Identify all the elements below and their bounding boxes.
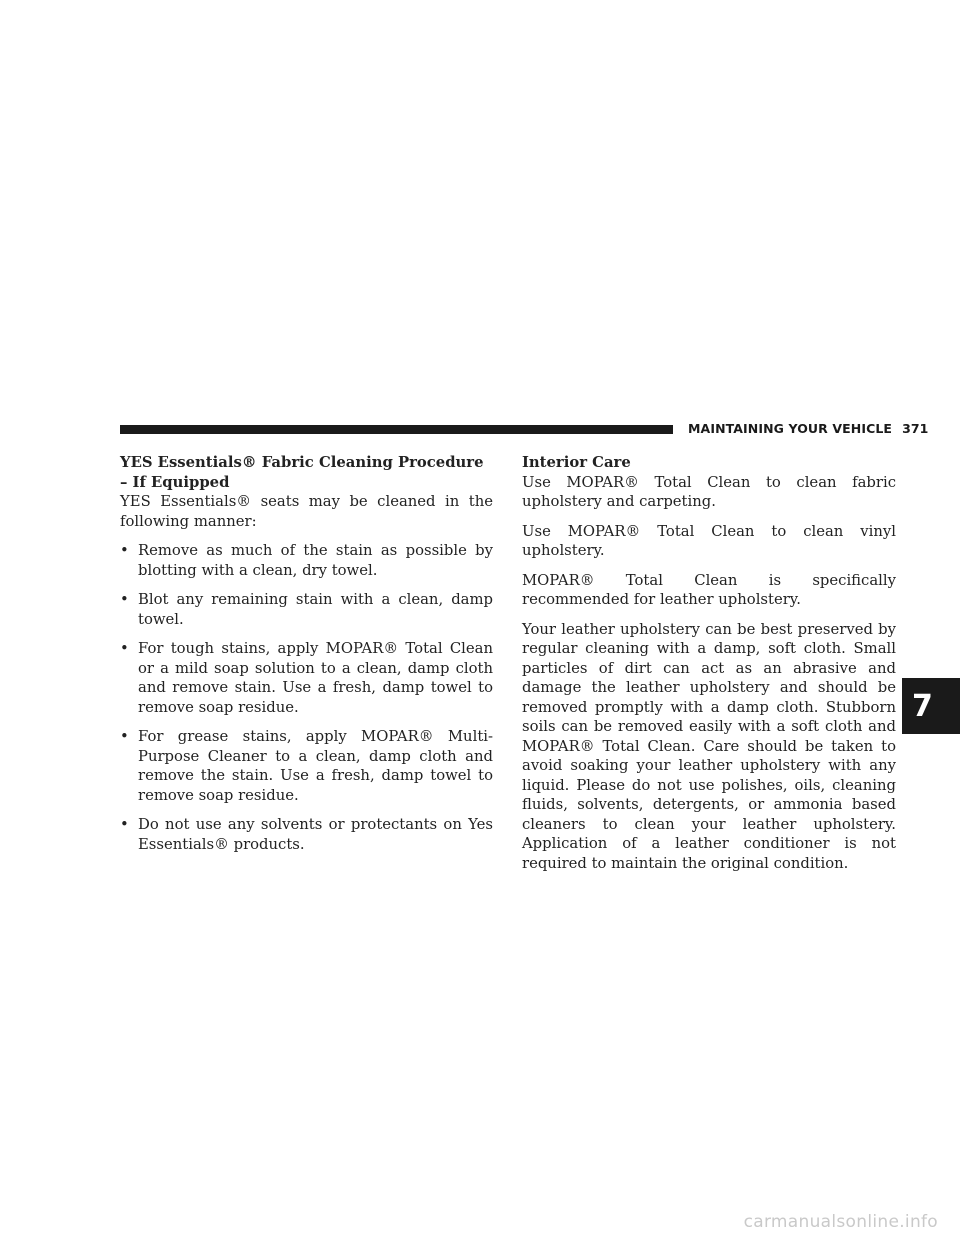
running-header [688, 421, 928, 436]
list-item [120, 639, 493, 717]
bullet-icon: • [120, 728, 129, 745]
bullet-icon: • [120, 542, 129, 559]
interior-care-heading: Interior Care [522, 454, 631, 471]
left-column [120, 453, 493, 864]
list-item [120, 815, 493, 854]
bullet-icon: • [120, 816, 129, 833]
bullet-icon: • [120, 591, 129, 608]
fabric-cleaning-heading: YES Essentials® Fabric Cleaning Procedure – If Equipped [120, 454, 484, 491]
paragraph-leather-care: Your leather upholstery can be best preserved by regular cleaning with a damp, soft cloth. Small particles of dirt can act as an abrasive and damage the leather upholstery and should be removed promptly with a damp cloth. Stubborn soils can be removed easily with a soft cloth and MOPAR® Total Clean. Care should be taken to avoid soaking your leather upholstery with any liquid. Please do not use polishes, oils, cleaning fluids, solvents, detergents, or ammonia based cleaners to clean your leather upholstery. Application of a leather conditioner is not required to maintain the original condition. [522, 620, 896, 872]
list-item [120, 590, 493, 629]
chapter-tab [902, 678, 960, 734]
list-item [120, 541, 493, 580]
list-item-text: Blot any remaining stain with a clean, damp towel. [138, 591, 493, 628]
list-item [120, 727, 493, 805]
chapter-number: 7 [912, 688, 933, 724]
fabric-cleaning-intro: YES Essentials® seats may be cleaned in the following manner: [120, 493, 493, 530]
fabric-cleaning-steps [120, 541, 493, 854]
list-item-text: Remove as much of the stain as possible by blotting with a clean, dry towel. [138, 542, 493, 579]
list-item-text: For tough stains, apply MOPAR® Total Clean or a mild soap solution to a clean, damp cloth and remove stain. Use a fresh, damp towel to remove soap residue. [138, 640, 493, 716]
paragraph-vinyl: Use MOPAR® Total Clean to clean vinyl upholstery. [522, 522, 896, 559]
watermark-text: carmanualsonline.info [743, 1212, 938, 1232]
paragraph-fabric-carpeting: Use MOPAR® Total Clean to clean fabric upholstery and carpeting. [522, 473, 896, 510]
section-title: MAINTAINING YOUR VEHICLE [688, 421, 893, 436]
header-rule [120, 425, 673, 434]
list-item-text: Do not use any solvents or protectants on Yes Essentials® products. [138, 816, 493, 853]
paragraph-leather-recommendation: MOPAR® Total Clean is specifically recommended for leather upholstery. [522, 571, 896, 608]
page-number: 371 [902, 421, 929, 436]
list-item-text: For grease stains, apply MOPAR® Multi-Purpose Cleaner to a clean, damp cloth and remove the stain. Use a fresh, damp towel to remove soap residue. [138, 728, 493, 804]
bullet-icon: • [120, 640, 129, 657]
right-column [522, 453, 896, 883]
